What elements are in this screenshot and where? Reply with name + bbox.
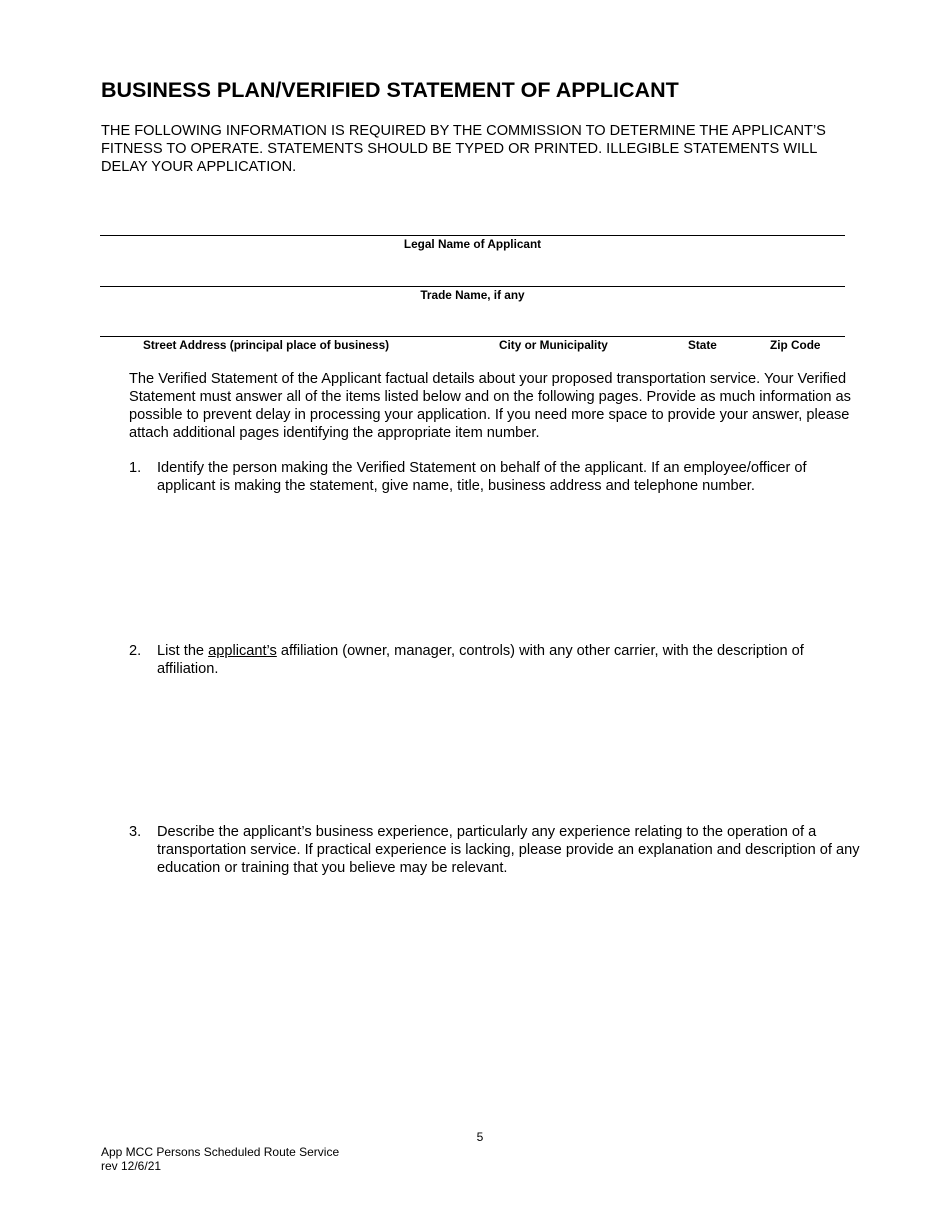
- page-title: BUSINESS PLAN/VERIFIED STATEMENT OF APPLICANT: [101, 78, 679, 102]
- item-number: 2.: [129, 643, 142, 659]
- trade-name-field-line[interactable]: [100, 286, 845, 287]
- legal-name-label: Legal Name of Applicant: [403, 237, 542, 251]
- address-field-line[interactable]: [100, 336, 845, 337]
- item-text-end: affiliation (owner, manager, controls) with any other carrier, with the description of affiliation.: [157, 643, 804, 677]
- trade-name-label: Trade Name, if any: [420, 288, 525, 302]
- zip-code-label: Zip Code: [770, 338, 821, 352]
- item-number: 1.: [129, 460, 142, 476]
- city-label: City or Municipality: [499, 338, 608, 352]
- footer: [101, 1145, 339, 1173]
- page-number: 5: [476, 1130, 484, 1144]
- item-text-start: List the: [157, 643, 209, 659]
- item-text: [157, 642, 869, 678]
- instructions-paragraph: The Verified Statement of the Applicant factual details about your proposed transportation service. Your Verified Statement must answer all of the items listed below and on the following pages. Provide as much information as possible to prevent delay in processing your application. If you need more space to provide your answer, please attach additional pages identifying the appropriate item number.: [129, 371, 851, 441]
- item-text: Identify the person making the Verified Statement on behalf of the applicant. If an employee/officer of applicant is making the statement, give name, title, business address and telephone number.: [157, 460, 807, 494]
- legal-name-field-line[interactable]: [100, 235, 845, 236]
- item-number: 3.: [129, 824, 142, 840]
- intro-notice: THE FOLLOWING INFORMATION IS REQUIRED BY THE COMMISSION TO DETERMINE THE APPLICANT’S FITNESS TO OPERATE. STATEMENTS SHOULD BE TYPED OR PRINTED. ILLEGIBLE STATEMENTS WILL DELAY YOUR APPLICATION.: [101, 123, 826, 175]
- state-label: State: [688, 338, 717, 352]
- item-2: [129, 642, 869, 678]
- footer-revision: rev 12/6/21: [101, 1159, 162, 1173]
- footer-form-name: App MCC Persons Scheduled Route Service: [101, 1145, 340, 1159]
- street-address-label: Street Address (principal place of business): [143, 338, 390, 352]
- item-text-underlined: applicant’s: [208, 643, 277, 659]
- item-3: [129, 823, 869, 877]
- item-1: [129, 459, 869, 495]
- item-text: Describe the applicant’s business experience, particularly any experience relating to the operation of a transportation service. If practical experience is lacking, please provide an explanation and description of any education or training that you believe may be relevant.: [157, 824, 860, 876]
